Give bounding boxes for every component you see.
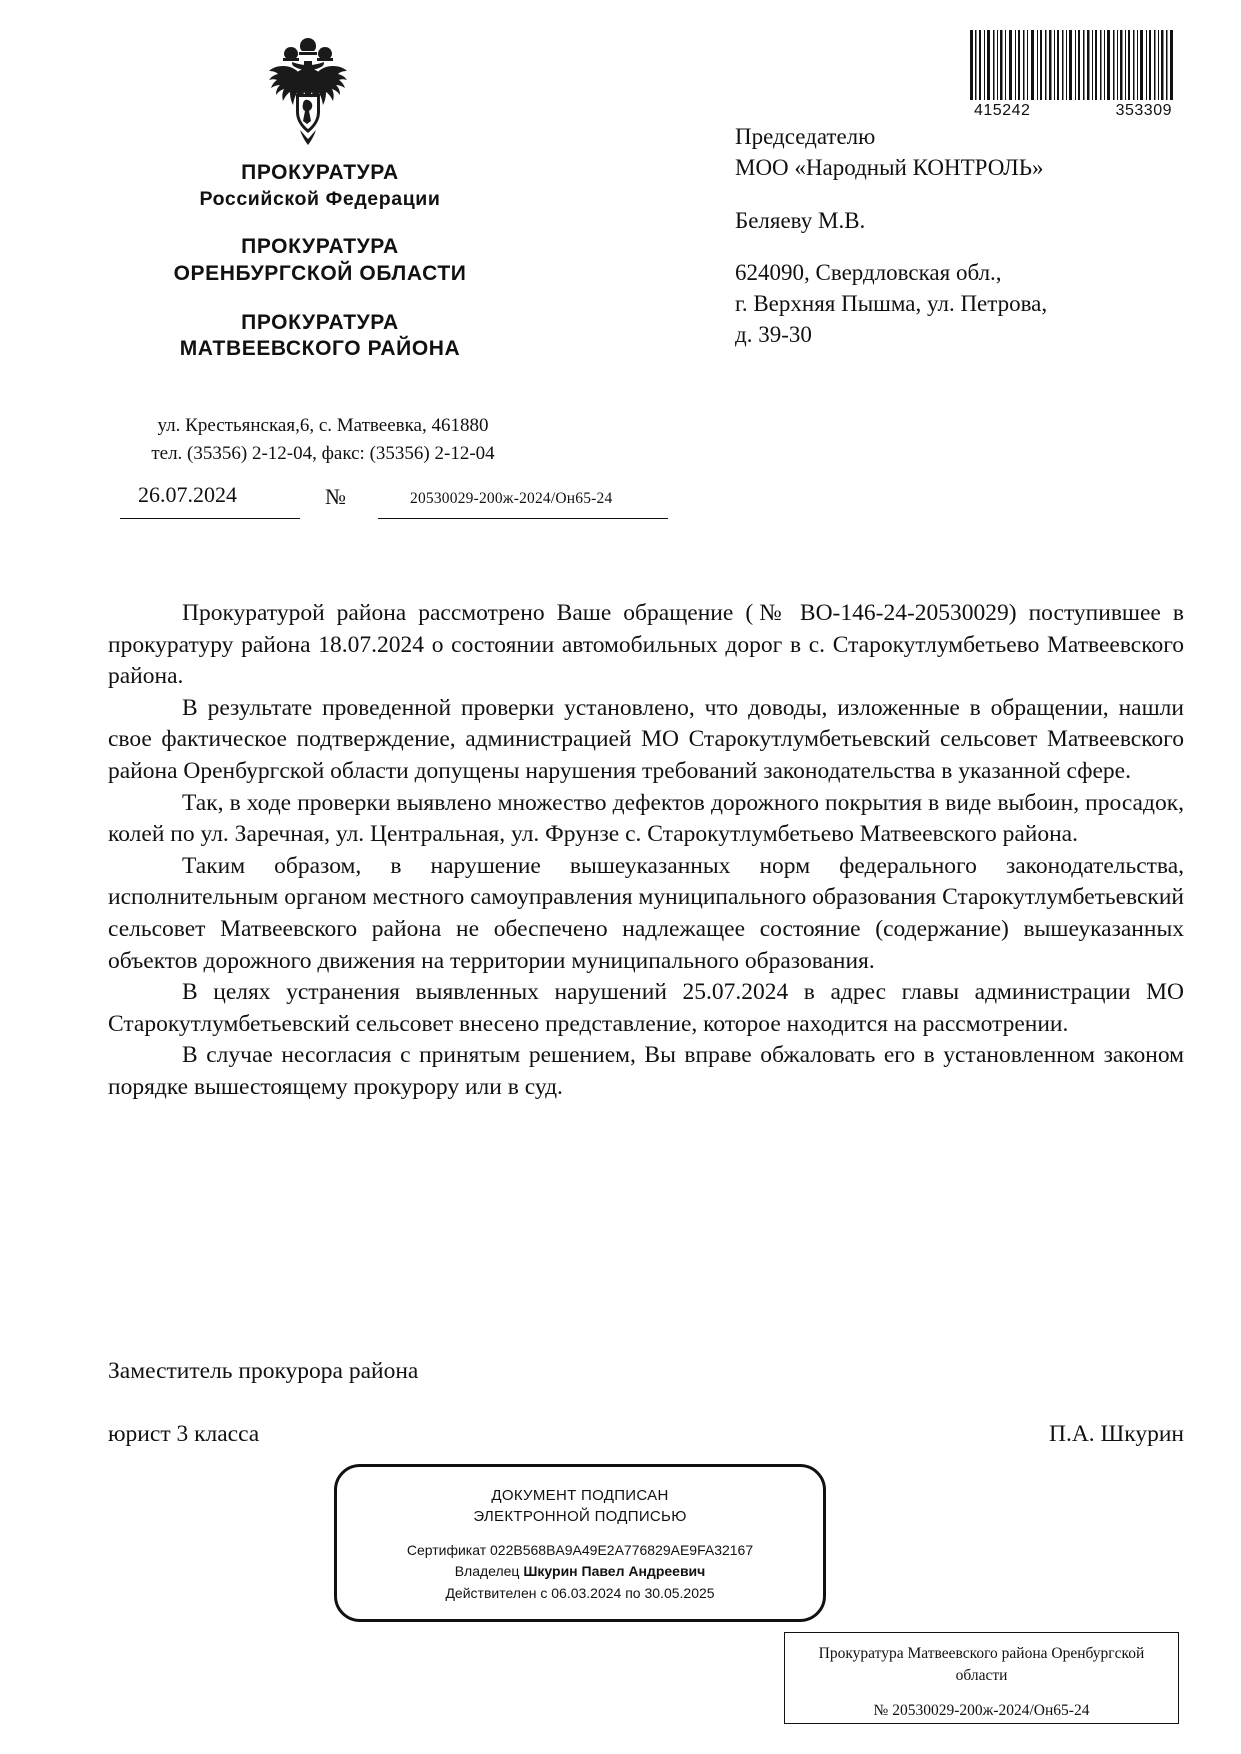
registration-number: 20530029-200ж-2024/Он65-24 [410, 490, 613, 507]
registration-stamp [784, 1632, 1179, 1724]
letterhead-line-4: ОРЕНБУРГСКОЙ ОБЛАСТИ [173, 261, 467, 285]
regstamp-number-row [793, 1700, 1170, 1722]
estamp-validity-to: 30.05.2025 [644, 1584, 715, 1601]
electronic-signature-stamp [334, 1464, 826, 1622]
body-paragraph-4: Таким образом, в нарушение вышеуказанных норм федерального законодательства, исполнительным органом местного самоуправления муниципального образования Старокутлумбетьевский сельсовет Матвеевского района не обеспечено надлежащее состояние (содержание) вышеуказанных объектов дорожного движения на территории муниципального образования. [108, 852, 1184, 974]
regstamp-line-1: Прокуратура Матвеевского района Оренбургской [818, 1645, 1145, 1662]
letterhead-line-5: ПРОКУРАТУРА [241, 310, 399, 334]
body-paragraph-1: Прокуратурой района рассмотрено Ваше обращение (№ ВО-146-24-20530029) поступившее в прокуратуру района 18.07.2024 о состоянии автомобильных дорог в с. Старокутлумбетьево Матвеевского района. [108, 600, 1184, 690]
regstamp-number-label: № [873, 1702, 889, 1720]
barcode-numbers [968, 102, 1178, 120]
registration-date: 26.07.2024 [138, 482, 237, 507]
letterhead-line-2: Российской Федерации [199, 187, 441, 210]
addressee-address-line-2: г. Верхняя Пышма, ул. Петрова, [735, 291, 1048, 317]
signature-name: П.А. Шкурин [1048, 1421, 1184, 1447]
estamp-owner-row [337, 1561, 823, 1583]
estamp-validity-to-label: по [625, 1584, 641, 1601]
estamp-certificate-value: 022B568BA9A49E2A776829AE9FA32167 [490, 1541, 754, 1558]
body-paragraph-3: Так, в ходе проверки выявлено множество дефектов дорожного покрытия в виде выбоин, просадок, колей по ул. Заречная, ул. Центральная, ул. Фрунзе с. Старокутлумбетьево Матвеевского района. [108, 789, 1184, 848]
letterhead-line-6: МАТВЕЕВСКОГО РАЙОНА [179, 337, 461, 361]
number-rule [378, 518, 668, 519]
barcode-icon [968, 30, 1176, 100]
barcode-left-number: 415242 [974, 102, 1031, 119]
date-rule [120, 518, 300, 519]
regstamp-line-2: области [955, 1666, 1008, 1684]
signature-role-line-1: Заместитель прокурора района [108, 1358, 419, 1384]
letterhead-address [88, 412, 558, 467]
addressee-name: Беляеву М.В. [735, 207, 866, 233]
signature-role-line-2: юрист 3 класса [108, 1421, 260, 1447]
estamp-owner-label: Владелец [454, 1563, 520, 1580]
estamp-validity-from: 06.03.2024 [551, 1584, 622, 1601]
estamp-validity-row [337, 1583, 823, 1605]
letterhead-line-3: ПРОКУРАТУРА [241, 234, 399, 258]
body-paragraph-2: В результате проведенной проверки установлено, что доводы, изложенные в обращении, нашли свое фактическое подтверждение, администрацией МО Старокутлумбетьевский сельсовет Матвеевского района Оренбургской области допущены нарушения требований законодательства в указанной сфере. [108, 694, 1184, 784]
signature-block [108, 1358, 1184, 1448]
regstamp-number-value: 20530029-200ж-2024/Он65-24 [892, 1702, 1090, 1720]
registration-line [120, 482, 640, 522]
addressee-address-line-3: д. 39-30 [735, 322, 812, 348]
letterhead-line-1: ПРОКУРАТУРА [241, 161, 399, 184]
barcode-block [968, 30, 1178, 120]
estamp-title-line-1: ДОКУМЕНТ ПОДПИСАН [491, 1487, 669, 1504]
letterhead-address-line-2: тел. (35356) 2-12-04, факс: (35356) 2-12-04 [151, 442, 495, 464]
estamp-owner-value: Шкурин Павел Андреевич [523, 1563, 706, 1580]
body-paragraph-6: В случае несогласия с принятым решением, Вы вправе обжаловать его в установленном законом порядке вышестоящему прокурору или в суд. [108, 1042, 1184, 1100]
addressee-title: Председателю [735, 124, 876, 149]
body-paragraph-5: В целях устранения выявленных нарушений 25.07.2024 в адрес главы администрации МО Старокутлумбетьевский сельсовет внесено представление, которое находится на рассмотрении. [108, 979, 1184, 1037]
estamp-certificate-label: Сертификат [406, 1541, 487, 1558]
russian-coat-of-arms-icon [248, 38, 368, 150]
letterhead-address-line-1: ул. Крестьянская,6, с. Матвеевка, 461880 [157, 415, 489, 436]
addressee-address-line-1: 624090, Свердловская обл., [735, 260, 1002, 286]
number-label: № [325, 484, 346, 509]
barcode-right-number: 353309 [1115, 102, 1172, 119]
estamp-certificate-row [337, 1540, 823, 1562]
estamp-validity-label: Действителен с [445, 1584, 548, 1601]
letter-body [108, 598, 1184, 1104]
letterhead [70, 160, 570, 363]
estamp-title-line-2: ЭЛЕКТРОННОЙ ПОДПИСЬЮ [473, 1508, 687, 1526]
addressee-org: МОО «Народный КОНТРОЛЬ» [735, 154, 1044, 180]
addressee-block [735, 122, 1165, 351]
